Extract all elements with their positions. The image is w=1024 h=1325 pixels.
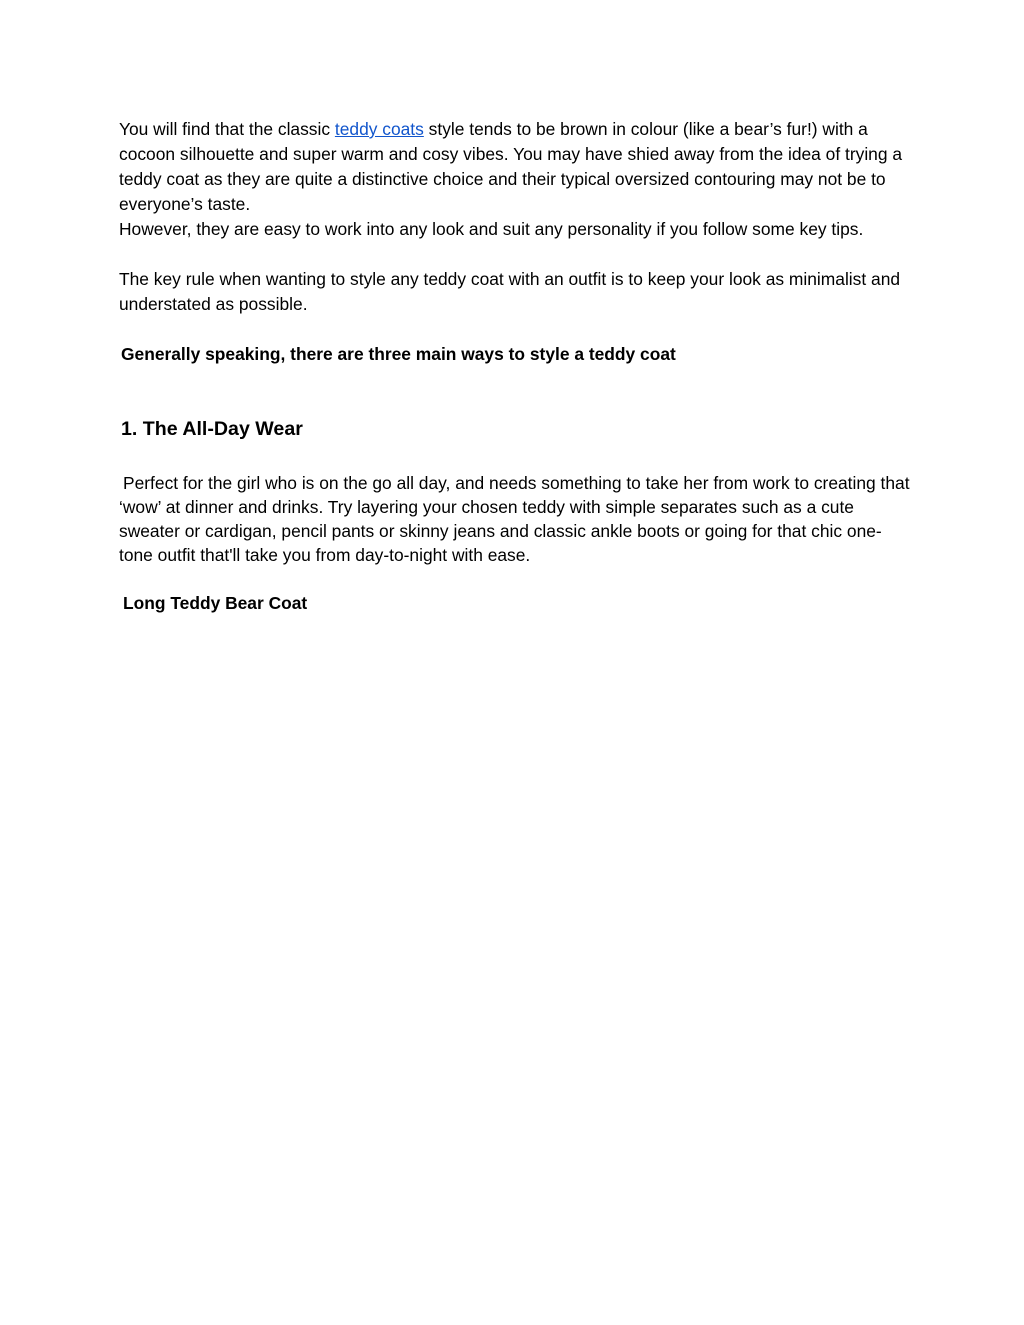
document-content xyxy=(119,117,914,615)
teddy-coats-link[interactable]: teddy coats xyxy=(334,119,424,139)
section-1-body-text: Perfect for the girl who is on the go all day, and needs something to take her from work to creating that ‘wow’ at dinner and drinks. Try layering your chosen teddy with simple separates such as a cute sweater or cardigan, pencil pants or skinny jeans and classic ankle boots or going for that chic one-tone outfit that'll take you from day-to-night with ease. xyxy=(119,473,910,565)
long-teddy-bear-coat-heading: Long Teddy Bear Coat xyxy=(123,593,308,613)
intro-text-after-link: style tends to be brown in colour (like a bear’s fur!) with a cocoon silhouette and super warm and cosy vibes. You may have shied away from the idea of trying a teddy coat as they are quite a distinctive choice and their typical oversized contouring may not be to everyone’s taste. xyxy=(119,119,903,214)
intro-paragraph-3: The key rule when wanting to style any teddy coat with an outfit is to keep your look as minimalist and understated as possible. xyxy=(119,269,901,314)
section-1-body xyxy=(119,471,914,567)
paragraph-spacer xyxy=(119,317,914,342)
intro-paragraph-2: However, they are easy to work into any look and suit any personality if you follow some key tips. xyxy=(119,219,864,239)
intro-paragraph-1 xyxy=(119,117,914,217)
intro-text-before-link: You will find that the classic xyxy=(119,119,335,139)
paragraph-spacer xyxy=(119,242,914,267)
section-1-heading: 1. The All-Day Wear xyxy=(121,418,303,440)
styles-intro-heading: Generally speaking, there are three main ways to style a teddy coat xyxy=(121,344,676,364)
